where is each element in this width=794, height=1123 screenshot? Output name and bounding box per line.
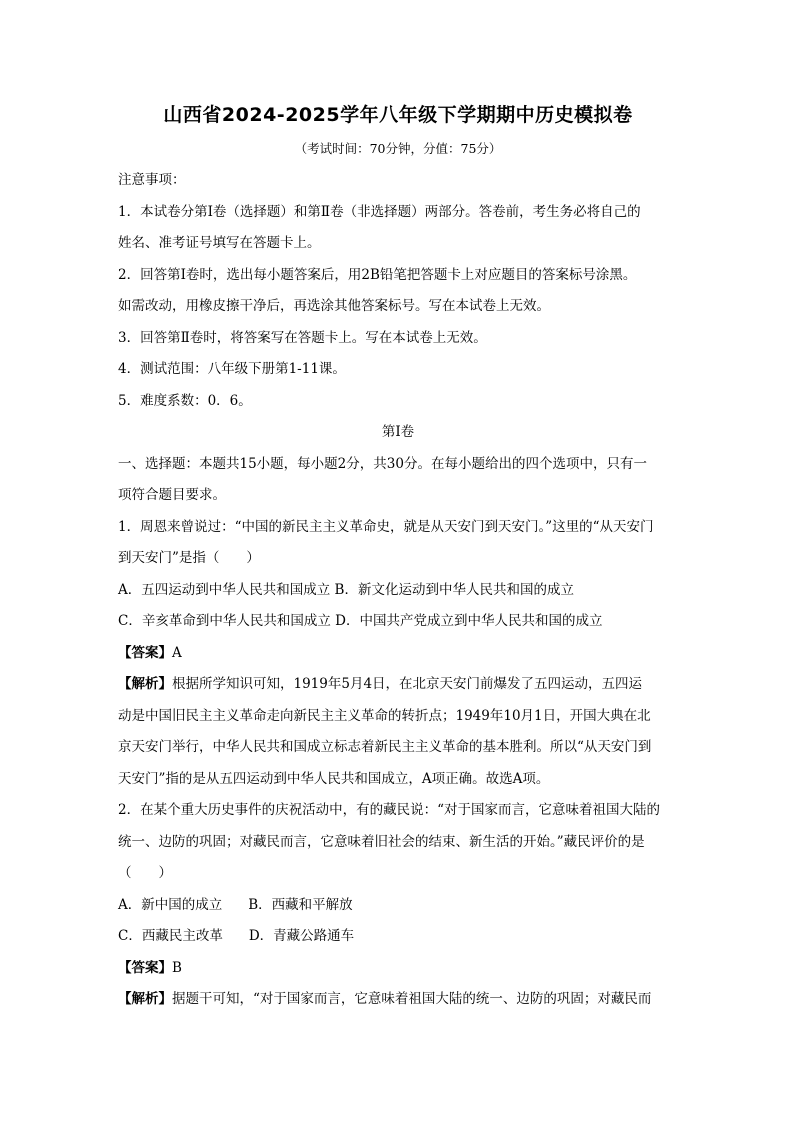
answer-value: A bbox=[172, 644, 182, 661]
notice-heading: 注意事项： bbox=[118, 172, 186, 188]
answer-value: B bbox=[172, 959, 182, 976]
options-line: C．辛亥革命到中华人民共和国成立 D．中国共产党成立到中华人民共和国的成立 bbox=[118, 613, 603, 629]
answer-label: 【答案】 bbox=[118, 644, 172, 661]
analysis-line bbox=[118, 669, 678, 701]
question-2 bbox=[118, 795, 678, 1016]
answer-line bbox=[118, 953, 678, 985]
question-stem-line: 到天安门”是指（ ） bbox=[118, 550, 260, 566]
notice-block bbox=[118, 165, 678, 417]
analysis-line bbox=[118, 984, 678, 1016]
answer-label: 【答案】 bbox=[118, 959, 172, 976]
notice-line: 3．回答第Ⅱ卷时，将答案写在答题卡上。写在本试卷上无效。 bbox=[118, 329, 487, 346]
options-line bbox=[118, 921, 678, 953]
question-1 bbox=[118, 512, 678, 796]
analysis-text: 据题干可知，“对于国家而言，它意味着祖国大陆的统一、边防的巩固；对藏民而 bbox=[172, 991, 652, 1007]
option-d: D．青藏公路通车 bbox=[248, 928, 355, 944]
notice-line: 姓名、准考证号填写在答题卡上。 bbox=[118, 235, 321, 251]
notice-line: 2．回答第Ⅰ卷时，选出每小题答案后，用2B铅笔把答题卡上对应题目的答案标号涂黑。 bbox=[118, 266, 637, 283]
options-line: A．五四运动到中华人民共和国成立 B．新文化运动到中华人民共和国的成立 bbox=[118, 581, 574, 598]
question-stem-line: 2．在某个重大历史事件的庆祝活动中，有的藏民说：“对于国家而言，它意味着祖国大陆的 bbox=[118, 802, 660, 818]
page-content bbox=[118, 97, 678, 1016]
option-a: A．新中国的成立 bbox=[118, 896, 223, 913]
analysis-text: 根据所学知识可知，1919年5月4日，在北京天安门前爆发了五四运动，五四运 bbox=[172, 676, 643, 692]
analysis-line: 京天安门举行，中华人民共和国成立标志着新民主主义革命的基本胜利。所以“从天安门到 bbox=[118, 739, 652, 755]
option-c: C．西藏民主改革 bbox=[118, 928, 223, 944]
section-intro-line: 一、选择题：本题共15小题，每小题2分，共30分。在每小题给出的四个选项中，只有一 bbox=[118, 455, 647, 472]
page-title: 山西省2024-2025学年八年级下学期期中历史模拟卷 bbox=[163, 104, 633, 126]
section-intro-line: 项符合题目要求。 bbox=[118, 487, 226, 503]
section-title: 第Ⅰ卷 bbox=[381, 424, 415, 440]
exam-info: （考试时间：70分钟，分值：75分） bbox=[294, 141, 502, 156]
question-stem-line: （ ） bbox=[118, 865, 172, 881]
question-stem-line: 1．周恩来曾说过：“中国的新民主主义革命史，就是从天安门到天安门。”这里的“从天安门 bbox=[118, 518, 654, 535]
question-stem-line: 统一、边防的巩固；对藏民而言，它意味着旧社会的结束、新生活的开始。”藏民评价的是 bbox=[118, 833, 645, 850]
notice-line: 4．测试范围：八年级下册第1-11课。 bbox=[118, 361, 346, 377]
analysis-line: 天安门”指的是从五四运动到中华人民共和国成立，A项正确。故选A项。 bbox=[118, 770, 550, 787]
option-b: B．西藏和平解放 bbox=[248, 896, 353, 913]
notice-line: 1．本试卷分第Ⅰ卷（选择题）和第Ⅱ卷（非选择题）两部分。答卷前，考生务必将自己的 bbox=[118, 203, 641, 220]
options-line bbox=[118, 890, 678, 922]
notice-line: 如需改动，用橡皮擦干净后，再选涂其他答案标号。写在本试卷上无效。 bbox=[118, 298, 550, 314]
analysis-label: 【解析】 bbox=[118, 991, 172, 1007]
analysis-line: 动是中国旧民主主义革命走向新民主主义革命的转折点；1949年10月1日，开国大典在北 bbox=[118, 707, 651, 724]
answer-line bbox=[118, 638, 678, 670]
notice-line: 5．难度系数：0．6。 bbox=[118, 392, 252, 409]
analysis-label: 【解析】 bbox=[118, 676, 172, 692]
